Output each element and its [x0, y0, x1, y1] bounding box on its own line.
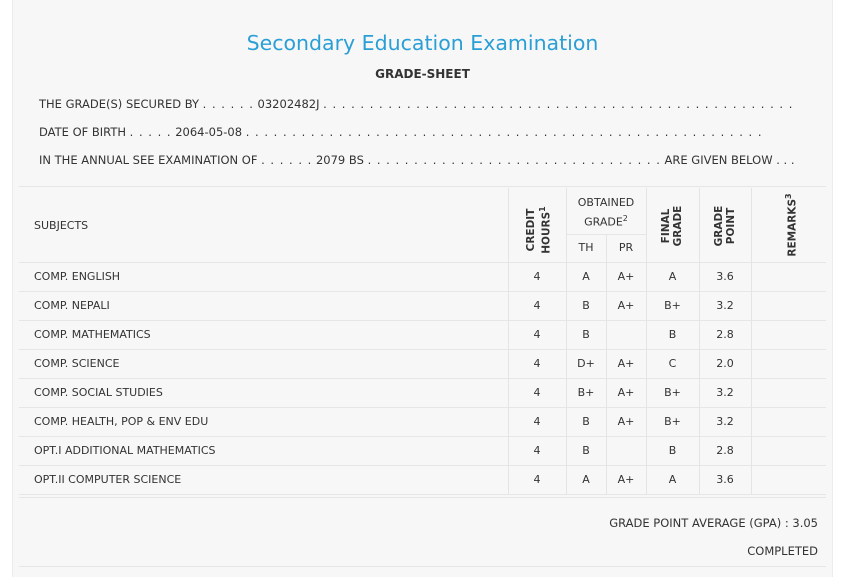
- cell-subject: COMP. SOCIAL STUDIES: [34, 386, 163, 399]
- row-divider: [19, 349, 826, 350]
- header-remarks: [783, 185, 797, 265]
- point-line2: POINT: [725, 207, 737, 245]
- cell-final-grade: B: [668, 444, 677, 457]
- cell-theory-grade: D+: [577, 357, 595, 370]
- cell-practical-grade: A+: [617, 473, 635, 486]
- dob-label: DATE OF BIRTH: [39, 125, 127, 139]
- header-pr: PR: [618, 241, 634, 254]
- cell-theory-grade: A: [582, 270, 590, 283]
- page-subtitle: GRADE-SHEET: [375, 67, 470, 81]
- footer-divider: [19, 497, 826, 498]
- result-status: COMPLETED: [747, 544, 818, 558]
- cell-subject: COMP. NEPALI: [34, 299, 110, 312]
- exam-dots-before: . . . . . .: [261, 153, 313, 167]
- row-divider: [19, 320, 826, 321]
- row-divider: [19, 291, 826, 292]
- cell-grade-point: 3.6: [716, 473, 734, 486]
- obtained-footnote: 2: [622, 214, 628, 223]
- cell-grade-point: 3.2: [716, 386, 734, 399]
- page-title: Secondary Education Examination: [246, 31, 599, 55]
- cell-theory-grade: B: [582, 415, 590, 428]
- cell-credit-hours: 4: [533, 444, 541, 457]
- table-top-border: [19, 186, 826, 187]
- exam-suffix: ARE GIVEN BELOW . . .: [664, 153, 795, 167]
- exam-dots-after: . . . . . . . . . . . . . . . . . . . . . . . . . . . . . . . .: [367, 153, 661, 167]
- cell-practical-grade: A+: [617, 299, 635, 312]
- cell-grade-point: 2.0: [716, 357, 734, 370]
- secured-by-label: THE GRADE(S) SECURED BY: [39, 97, 200, 111]
- col-divider: [751, 188, 752, 494]
- header-th: TH: [578, 241, 594, 254]
- cell-grade-point: 2.8: [716, 328, 734, 341]
- bottom-divider: [19, 566, 826, 567]
- info-line-dob: [39, 125, 763, 139]
- row-divider: [19, 436, 826, 437]
- cell-credit-hours: 4: [533, 473, 541, 486]
- point-line1: GRADE: [713, 205, 725, 247]
- header-credit-hours: [525, 200, 553, 260]
- cell-practical-grade: A+: [617, 386, 635, 399]
- row-divider: [19, 465, 826, 466]
- cell-final-grade: A: [668, 473, 677, 486]
- cell-theory-grade: B: [582, 444, 590, 457]
- secured-by-dots-before: . . . . . .: [202, 97, 254, 111]
- info-line-secured-by: [39, 97, 793, 111]
- obtained-line2: [566, 211, 646, 231]
- cell-theory-grade: A: [582, 473, 590, 486]
- cell-subject: OPT.I ADDITIONAL MATHEMATICS: [34, 444, 216, 457]
- cell-grade-point: 3.6: [716, 270, 734, 283]
- cell-subject: COMP. HEALTH, POP & ENV EDU: [34, 415, 209, 428]
- cell-grade-point: 3.2: [716, 415, 734, 428]
- cell-final-grade: B+: [664, 299, 681, 312]
- info-line-exam: [39, 153, 795, 167]
- cell-practical-grade: A+: [617, 357, 635, 370]
- credit-hours-line2: [537, 200, 553, 260]
- final-line2: GRADE: [672, 205, 684, 247]
- exam-year: 2079 BS: [315, 153, 364, 167]
- row-divider: [19, 407, 826, 408]
- remarks-footnote: 3: [784, 193, 793, 199]
- cell-credit-hours: 4: [533, 328, 541, 341]
- cell-theory-grade: B: [582, 328, 590, 341]
- row-divider: [19, 378, 826, 379]
- cell-final-grade: B: [668, 328, 677, 341]
- secured-by-dots-after: . . . . . . . . . . . . . . . . . . . . . . . . . . . . . . . . . . . . . . . . . . . . . . . . . . .: [323, 97, 794, 111]
- cell-final-grade: B+: [664, 415, 681, 428]
- dob-value: 2064-05-08: [175, 125, 243, 139]
- cell-credit-hours: 4: [533, 299, 541, 312]
- table-bottom-border: [19, 494, 826, 495]
- grade-sheet: [12, 0, 833, 577]
- table-header-border: [19, 262, 826, 263]
- obtained-label: GRADE: [584, 215, 623, 229]
- cell-credit-hours: 4: [533, 415, 541, 428]
- header-obtained-grade: [566, 195, 646, 231]
- remarks-label: REMARKS: [786, 198, 799, 257]
- cell-subject: COMP. MATHEMATICS: [34, 328, 151, 341]
- cell-final-grade: B+: [664, 386, 681, 399]
- cell-grade-point: 2.8: [716, 444, 734, 457]
- obtained-line1: OBTAINED: [577, 196, 635, 209]
- cell-credit-hours: 4: [533, 357, 541, 370]
- cell-final-grade: A: [668, 270, 677, 283]
- credit-hours-footnote: 1: [538, 206, 547, 212]
- cell-subject: COMP. SCIENCE: [34, 357, 120, 370]
- header-grade-point: [713, 196, 737, 256]
- cell-theory-grade: B+: [577, 386, 595, 399]
- cell-credit-hours: 4: [533, 386, 541, 399]
- header-subjects: SUBJECTS: [34, 219, 89, 232]
- cell-theory-grade: B: [582, 299, 590, 312]
- dob-dots-before: . . . . .: [129, 125, 172, 139]
- cell-grade-point: 3.2: [716, 299, 734, 312]
- gpa-text: GRADE POINT AVERAGE (GPA) : 3.05: [609, 516, 818, 530]
- cell-practical-grade: A+: [617, 415, 635, 428]
- cell-subject: OPT.II COMPUTER SCIENCE: [34, 473, 182, 486]
- cell-practical-grade: A+: [617, 270, 635, 283]
- cell-credit-hours: 4: [533, 270, 541, 283]
- header-final-grade: [660, 196, 684, 256]
- final-line1: FINAL: [660, 208, 672, 244]
- cell-final-grade: C: [668, 357, 677, 370]
- cell-subject: COMP. ENGLISH: [34, 270, 121, 283]
- symbol-number: 03202482J: [257, 97, 320, 111]
- credit-hours-label: HOURS: [540, 211, 553, 254]
- credit-hours-line1: CREDIT: [525, 208, 537, 252]
- exam-label: IN THE ANNUAL SEE EXAMINATION OF: [39, 153, 258, 167]
- dob-dots-after: . . . . . . . . . . . . . . . . . . . . . . . . . . . . . . . . . . . . . . . . . . . . . . . . . . . . . . . .: [245, 125, 763, 139]
